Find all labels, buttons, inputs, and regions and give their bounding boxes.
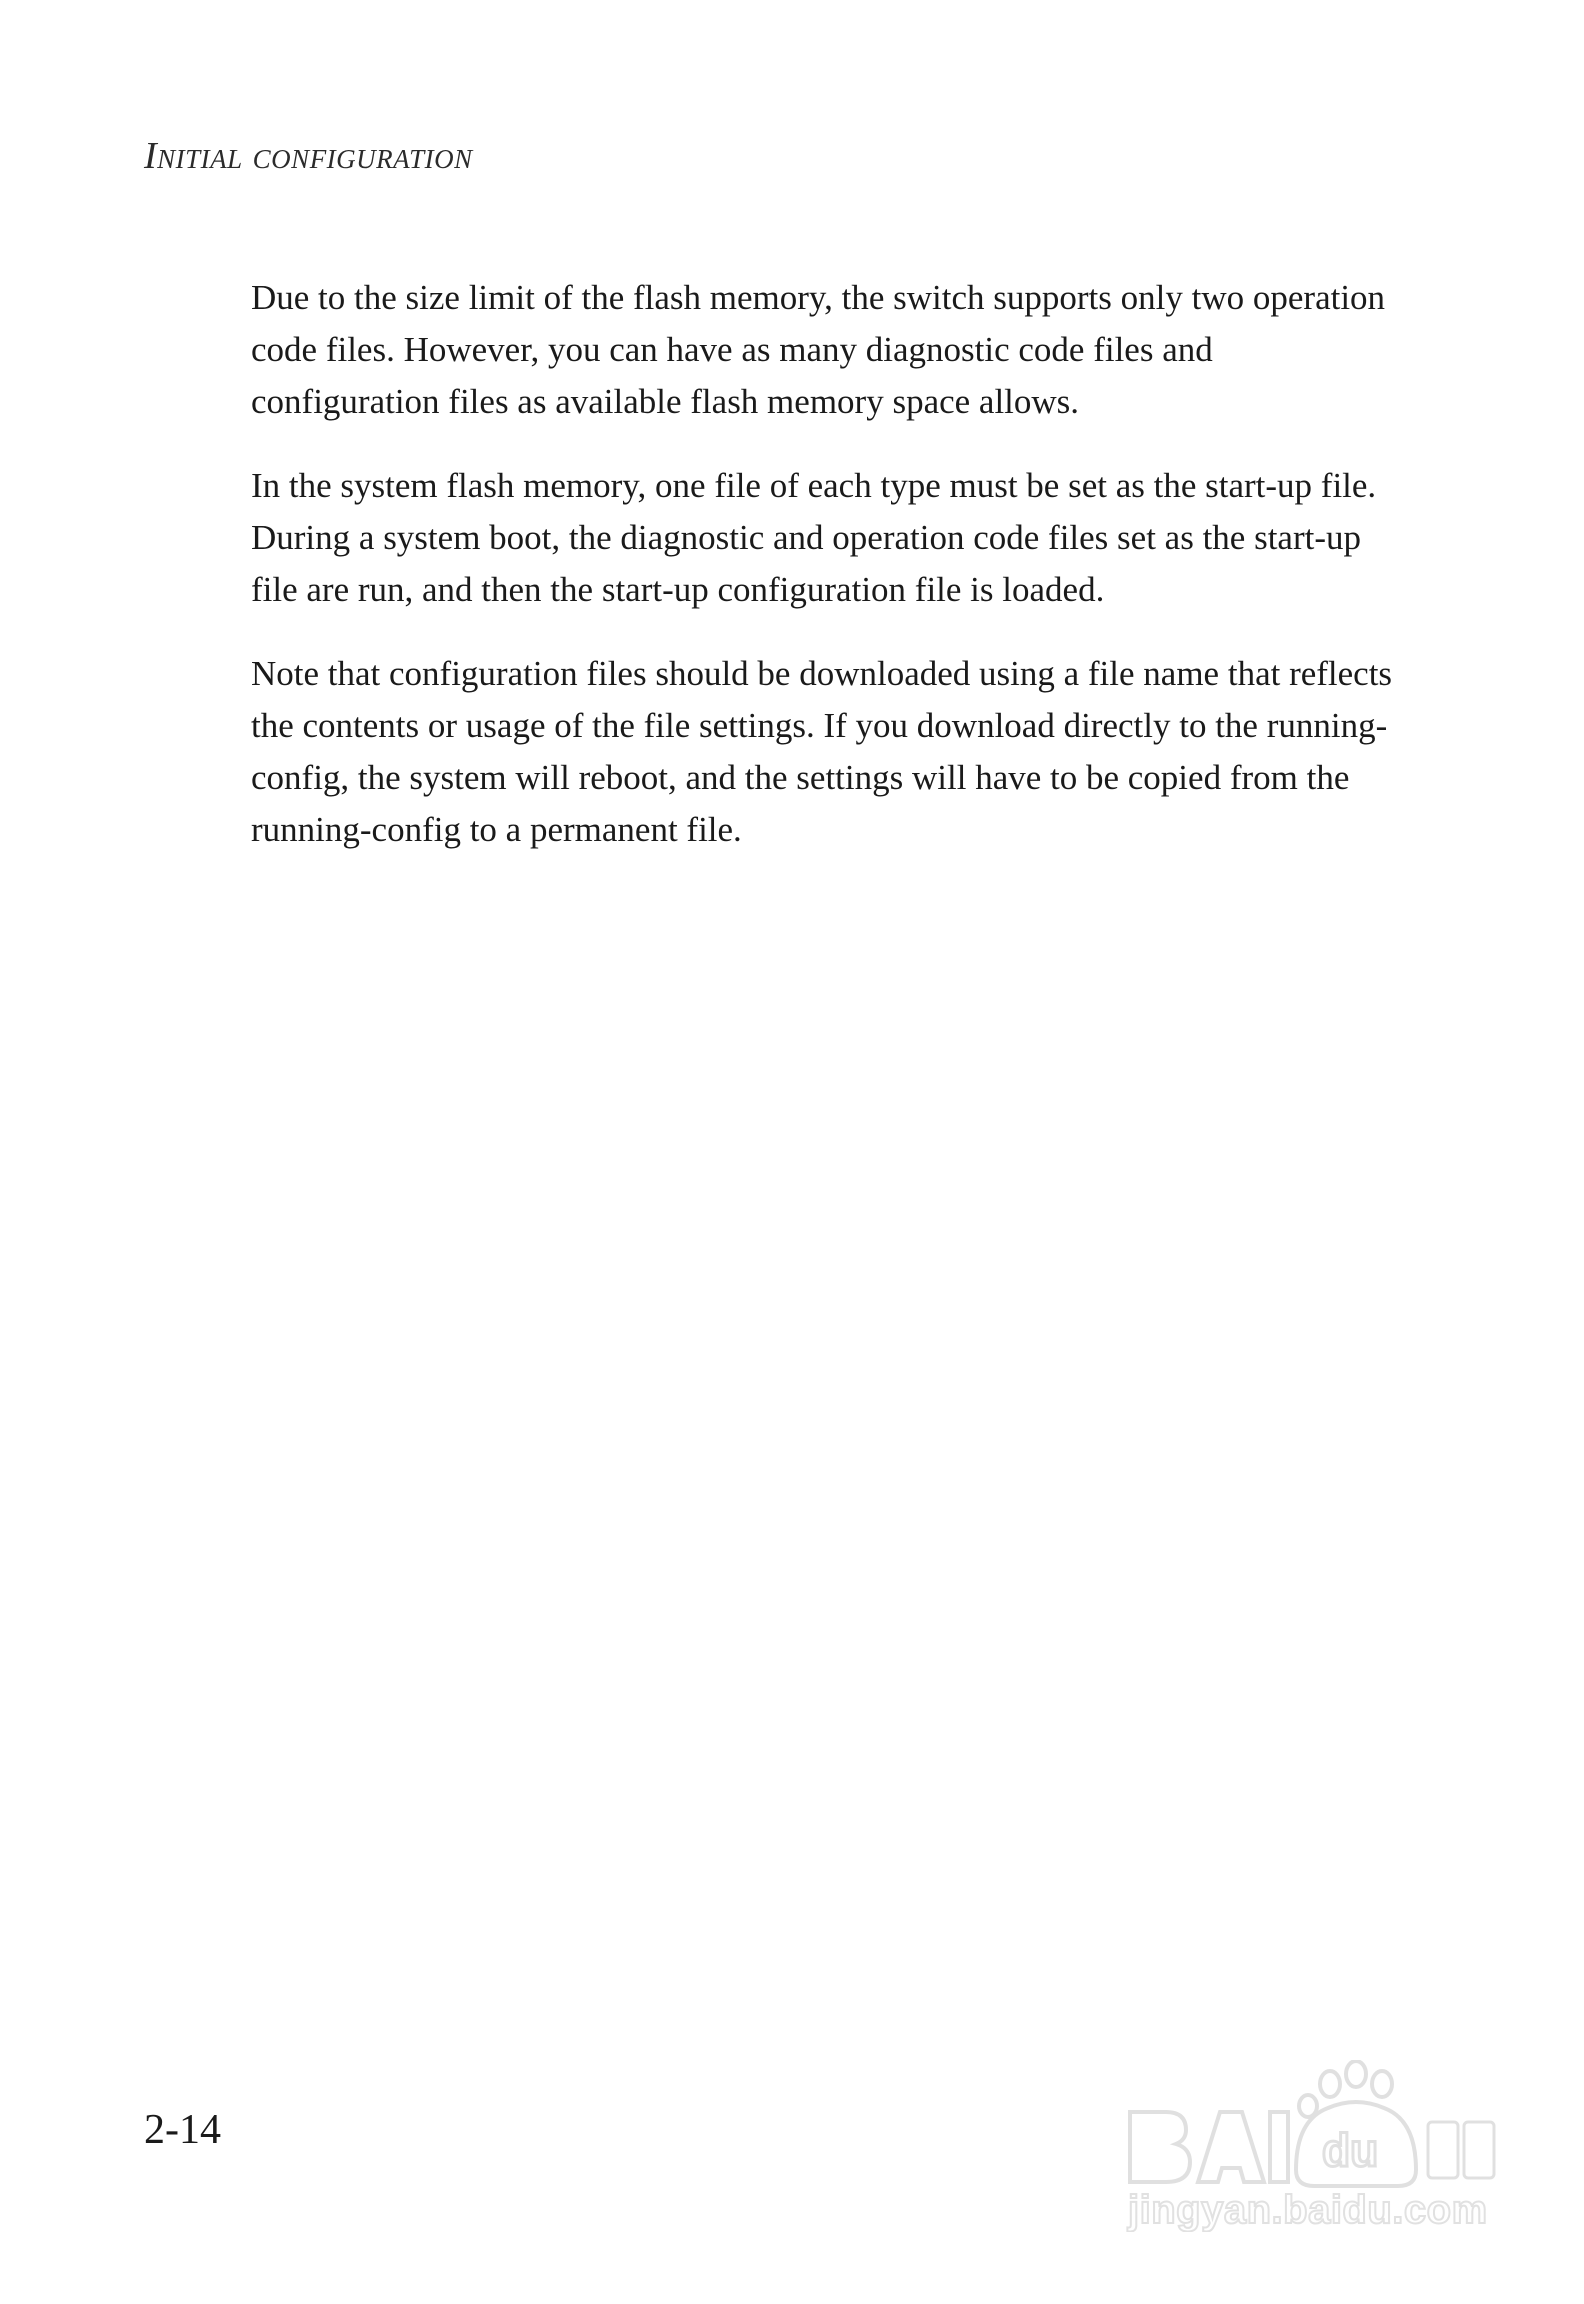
watermark-url: jingyan.baidu.com xyxy=(1128,2188,1488,2232)
baidu-paw-logo-icon xyxy=(1118,2060,1498,2190)
paragraph: In the system flash memory, one file of each type must be set as the start-up file. During a system boot, the diagnostic and operation code files set as the start-up file are run, and then the start-up configuration file is loaded. xyxy=(251,466,1377,609)
body-text xyxy=(251,272,1401,888)
page-number: 2-14 xyxy=(144,2107,221,2153)
paragraph: Note that configuration files should be downloaded using a file name that reflects the contents or usage of the file settings. If you download directly to the running-config, the system will reboot, and the settings will have to be copied from the running-config to a permanent file. xyxy=(251,654,1393,849)
running-header: Initial configuration xyxy=(144,135,473,177)
baidu-watermark xyxy=(1118,2060,1498,2260)
svg-text:du: du xyxy=(1322,2124,1379,2176)
paragraph: Due to the size limit of the flash memory, the switch supports only two operation code files. However, you can have as many diagnostic code files and configuration files as available flash memory space allows. xyxy=(251,278,1386,421)
